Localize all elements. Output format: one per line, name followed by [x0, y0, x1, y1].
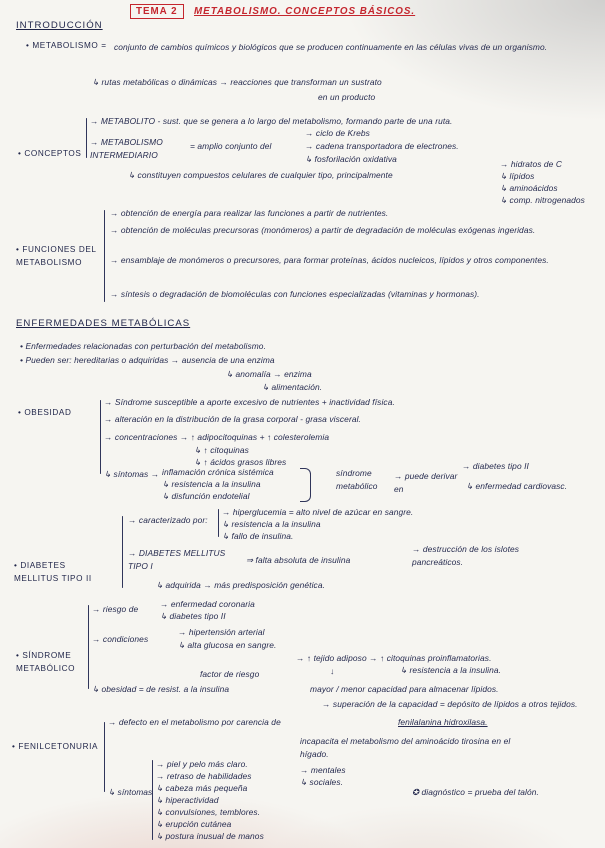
bracket-line	[104, 722, 105, 792]
proceso-item: ↳ fosforilación oxidativa	[305, 154, 397, 164]
habilidad-item: ↳ sociales.	[300, 777, 344, 787]
superacion-capacidad: → superación de la capacidad = depósito de lípidos a otros tejidos.	[322, 699, 578, 709]
sintoma-item: ↳ hiperactividad	[156, 795, 219, 805]
enfermedades-intro: • Enfermedades relacionadas con perturbación del metabolismo.	[20, 341, 266, 351]
funcion-item: → síntesis o degradación de biomoléculas con funciones especializadas (vitaminas y hormonas).	[110, 289, 480, 299]
section-heading-introduccion: INTRODUCCIÓN	[16, 20, 103, 31]
habilidad-item: → mentales	[300, 765, 346, 775]
sintoma-item: ↳ erupción cutánea	[156, 819, 232, 829]
proceso-item: → cadena transportadora de electrones.	[305, 141, 459, 151]
down-arrow-icon: ↓	[330, 666, 335, 676]
caracteristica-item: → hiperglucemia = alto nivel de azúcar en sangre.	[222, 507, 414, 517]
funcion-item: → ensamblaje de monómeros o precursores, para formar proteínas, ácidos nucleicos, lípidos y otros componentes.	[110, 255, 549, 265]
metabolismo-intermediario-term: → METABOLISMO INTERMEDIARIO	[90, 137, 163, 160]
topic-number: TEMA 2	[130, 4, 184, 19]
brace-line	[300, 468, 311, 502]
fenilcetonuria-label: • FENILCETONURIA	[12, 742, 99, 751]
proceso-item: → ciclo de Krebs	[305, 128, 370, 138]
sintoma-item: ↳ cabeza más pequeña	[156, 783, 248, 793]
diagnostico-note: ✪ diagnóstico = prueba del talón.	[412, 787, 539, 797]
obesidad-concentraciones: → concentraciones → ↑ adipocitoquinas + ↑ colesterolemia	[104, 432, 330, 442]
sintoma-item: ↳ convulsiones, temblores.	[156, 807, 261, 817]
diabetes-adquirida: ↳ adquirida → más predisposición genética.	[156, 580, 326, 590]
acidos-grasos-item: ↳ ↑ ácidos grasos libres	[194, 457, 287, 467]
capacidad-lipidos: mayor / menor capacidad para almacenar lípidos.	[310, 684, 499, 694]
sintoma-item: ↳ postura inusual de manos	[156, 831, 264, 841]
diabetes-tipo-1: → DIABETES MELLITUS TIPO I	[128, 548, 226, 571]
tejido-adiposo: → ↑ tejido adiposo → ↑ citoquinas proinflamatorias.	[296, 653, 492, 663]
funcion-item: → obtención de moléculas precursoras (monómeros) a partir de degradación de moléculas exógenas ingeridas.	[110, 225, 536, 235]
compuesto-item: ↳ aminoácidos	[500, 183, 558, 193]
diabetes-tipo-1-causa: → destrucción de los islotes pancreáticos.	[412, 544, 520, 567]
sintoma-item: ↳ resistencia a la insulina	[162, 479, 261, 489]
sindrome-obesidad: ↳ obesidad = de resist. a la insulina	[92, 684, 230, 694]
obesidad-sindrome: → Síndrome susceptible a aporte excesivo de nutrientes + inactividad física.	[104, 397, 395, 407]
sintoma-item: inflamación crónica sistémica	[162, 467, 274, 477]
riesgo-item: → enfermedad coronaria	[160, 599, 255, 609]
conceptos-label: • CONCEPTOS	[18, 149, 82, 158]
bracket-line	[88, 605, 89, 689]
compuestos-celulares: ↳ constituyen compuestos celulares de cualquier tipo, principalmente	[128, 170, 393, 180]
condicion-item: → hipertensión arterial	[178, 627, 265, 637]
fenilcetonuria-defecto: → defecto en el metabolismo por carencia de	[108, 717, 281, 727]
alimentacion-item: ↳ alimentación.	[262, 382, 323, 392]
metabolismo-definition: conjunto de cambios químicos y biológicos que se producen continuamente en las células vivas de un organismo.	[114, 42, 548, 52]
sintoma-item: → piel y pelo más claro.	[156, 759, 248, 769]
obesidad-sintomas: ↳ síntomas →	[104, 469, 160, 479]
caracteristica-item: ↳ resistencia a la insulina	[222, 519, 321, 529]
metabolito-definition: → METABOLITO - sust. que se genera a lo largo del metabolismo, formando parte de una ruta.	[90, 116, 453, 126]
factor-de-riesgo: factor de riesgo	[200, 669, 260, 679]
sintoma-item: → retraso de habilidades	[156, 771, 252, 781]
funciones-label: • FUNCIONES DEL METABOLISMO	[16, 245, 97, 267]
funcion-item: → obtención de energía para realizar las funciones a partir de nutrientes.	[110, 208, 389, 218]
fenilcetonuria-sintomas: ↳ síntomas	[108, 787, 153, 797]
diabetes-label: • DIABETES MELLITUS TIPO II	[14, 561, 92, 583]
metabolismo-term: • METABOLISMO =	[26, 41, 107, 50]
condicion-item: ↳ alta glucosa en sangre.	[178, 640, 277, 650]
riesgo-item: ↳ diabetes tipo II	[160, 611, 226, 621]
citoquinas-item: ↳ ↑ citoquinas	[194, 445, 249, 455]
compuesto-item: ↳ lípidos	[500, 171, 535, 181]
obesidad-alteracion: → alteración en la distribución de la grasa corporal - grasa visceral.	[104, 414, 361, 424]
consecuencia-item: → diabetes tipo II	[462, 461, 529, 471]
bracket-line	[104, 210, 105, 302]
bracket-line	[86, 118, 87, 158]
enfermedades-tipos: • Pueden ser: hereditarias o adquiridas → ausencia de una enzima	[20, 355, 275, 365]
metabolismo-intermediario-definition: = amplio conjunto del	[190, 141, 272, 151]
bracket-line	[218, 509, 219, 537]
fenilcetonuria-incapacita: incapacita el metabolismo del aminoácido tirosina en el hígado.	[300, 736, 511, 759]
sindrome-riesgo: → riesgo de	[92, 604, 139, 614]
compuesto-item: ↳ comp. nitrogenados	[500, 195, 585, 205]
sindrome-metabolico-note: síndrome metabólico	[336, 468, 378, 491]
sintoma-item: ↳ disfunción endotelial	[162, 491, 250, 501]
anomalia-item: ↳ anomalía → enzima	[226, 369, 312, 379]
diabetes-tipo-1-definition: ⇒ falta absoluta de insulina	[246, 555, 351, 565]
sindrome-condiciones: → condiciones	[92, 634, 149, 644]
puede-derivar: → puede derivar en	[394, 471, 458, 494]
diabetes-caracterizado: → caracterizado por:	[128, 515, 208, 525]
compuesto-item: → hidratos de C	[500, 159, 563, 169]
bracket-line	[152, 760, 153, 840]
page-title: METABOLISMO. CONCEPTOS BÁSICOS.	[194, 6, 416, 17]
rutas-metabolicas: ↳ rutas metabólicas o dinámicas → reacciones que transforman un sustrato	[92, 77, 382, 87]
bracket-line	[100, 400, 101, 474]
section-heading-enfermedades: ENFERMEDADES METABÓLICAS	[16, 318, 191, 329]
consecuencia-item: ↳ enfermedad cardiovasc.	[466, 481, 568, 491]
bracket-line	[122, 516, 123, 588]
resistencia-insulina: ↳ resistencia a la insulina.	[400, 665, 502, 675]
enzima-name: fenilalanina hidroxilasa.	[398, 717, 488, 727]
caracteristica-item: ↳ fallo de insulina.	[222, 531, 294, 541]
sindrome-label: • SÍNDROME METABÓLICO	[16, 651, 76, 673]
obesidad-label: • OBESIDAD	[18, 408, 72, 417]
rutas-metabolicas-continuation: en un producto	[318, 92, 376, 102]
